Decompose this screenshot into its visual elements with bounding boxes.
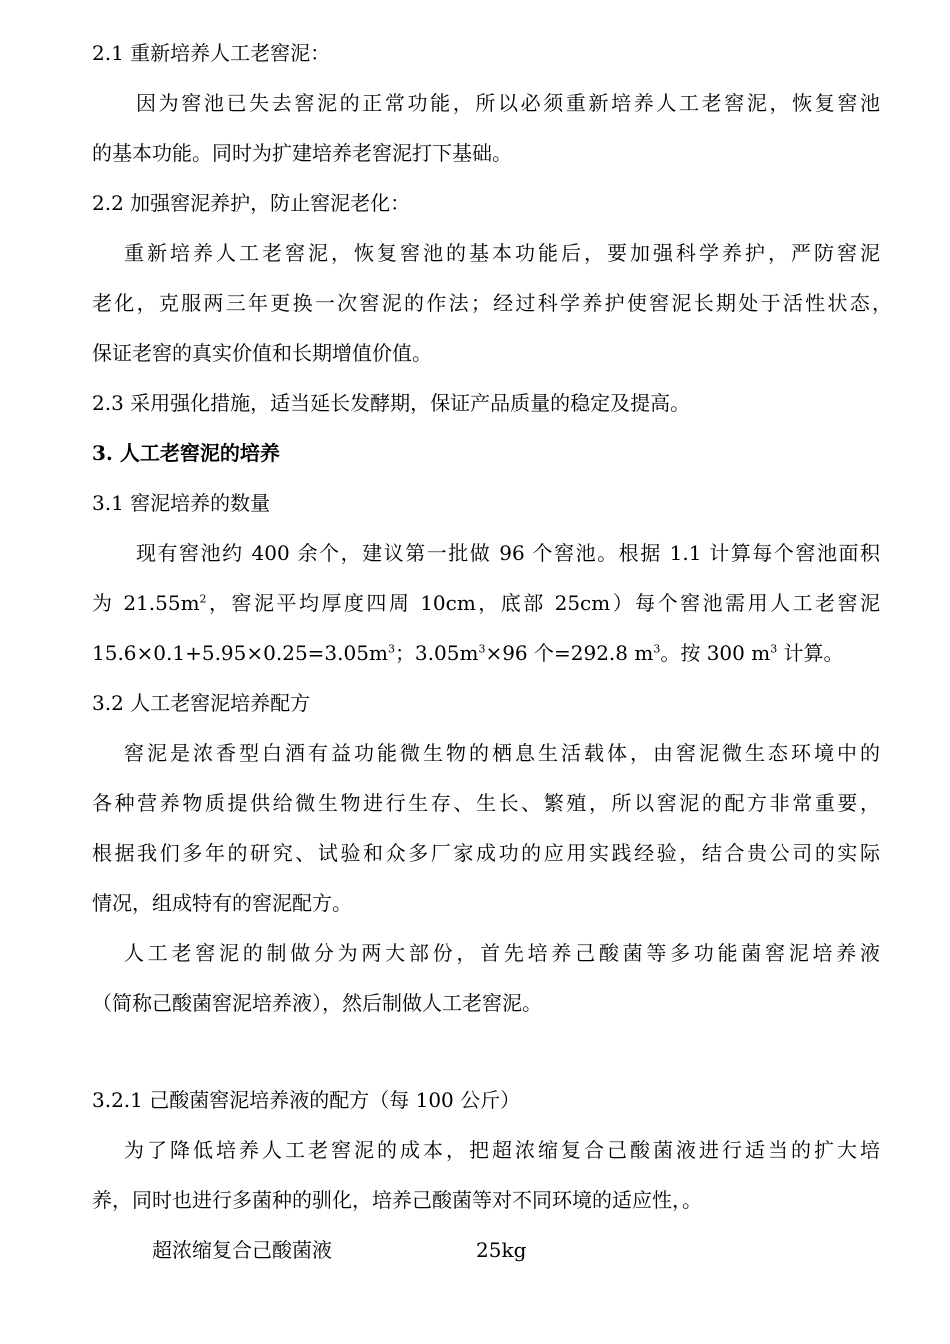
section-2-2-para-line-1: 重新培养人工老窖泥，恢复窖池的基本功能后，要加强科学养护，严防窖泥 — [124, 241, 880, 265]
section-3-2-1-para-line-2: 养，同时也进行多菌种的驯化，培养己酸菌等对不同环境的适应性，。 — [92, 1188, 702, 1212]
superscript: 3 — [478, 642, 486, 656]
superscript: 3 — [387, 642, 395, 656]
section-2-2-heading: 2.2 加强窖泥养护，防止窖泥老化： — [92, 191, 411, 215]
section-3-2-heading: 3.2 人工老窖泥培养配方 — [92, 691, 311, 715]
section-3-2-para-2-line-1: 人工老窖泥的制做分为两大部份，首先培养己酸菌等多功能菌窖泥培养液 — [124, 941, 880, 965]
section-2-1-heading: 2.1 重新培养人工老窖泥： — [92, 41, 331, 65]
formula-text: 。按 300 m — [660, 641, 771, 665]
area-value: 为 21.55m — [92, 591, 200, 615]
ingredient-amount: 25kg — [476, 1238, 527, 1262]
thickness-text: ，窖泥平均厚度四周 10cm，底部 25cm）每个窖池需用人工老窖泥 — [206, 591, 880, 615]
section-3-2-para-1-line-4: 情况，组成特有的窖泥配方。 — [92, 891, 352, 915]
ingredient-name: 超浓缩复合己酸菌液 — [152, 1238, 332, 1262]
formula-text: 计算。 — [777, 641, 844, 665]
section-2-2-para-line-3: 保证老窖的真实价值和长期增值价值。 — [92, 341, 432, 365]
section-3-2-para-2-line-2: （简称己酸菌窖泥培养液），然后制做人工老窖泥。 — [92, 991, 542, 1015]
section-3-2-1-para-line-1: 为了降低培养人工老窖泥的成本，把超浓缩复合己酸菌液进行适当的扩大培 — [124, 1138, 880, 1162]
formula-text: ×96 个=292.8 m — [485, 641, 654, 665]
section-2-3-heading: 2.3 采用强化措施，适当延长发酵期，保证产品质量的稳定及提高。 — [92, 391, 691, 415]
superscript: 3 — [653, 642, 661, 656]
superscript: 3 — [770, 642, 778, 656]
formula-text: 15.6×0.1+5.95×0.25=3.05m — [92, 641, 388, 665]
section-2-2-para-line-2: 老化，克服两三年更换一次窖泥的作法；经过科学养护使窖泥长期处于活性状态， — [92, 291, 892, 315]
section-3-2-para-1-line-2: 各种营养物质提供给微生物进行生存、生长、繁殖，所以窖泥的配方非常重要， — [92, 791, 880, 815]
section-2-1-para-line-2: 的基本功能。同时为扩建培养老窖泥打下基础。 — [92, 141, 512, 165]
section-3-1-para-line-3 — [92, 639, 892, 667]
section-3-1-para-line-2 — [92, 589, 880, 617]
formula-text: ；3.05m — [394, 641, 479, 665]
section-3-2-1-heading: 3.2.1 己酸菌窖泥培养液的配方（每 100 公斤） — [92, 1088, 521, 1112]
superscript: 2 — [199, 592, 207, 606]
section-3-2-para-1-line-3: 根据我们多年的研究、试验和众多厂家成功的应用实践经验，结合贵公司的实际 — [92, 841, 880, 865]
section-3-2-para-1-line-1: 窖泥是浓香型白酒有益功能微生物的栖息生活载体，由窖泥微生态环境中的 — [124, 741, 880, 765]
section-3-1-heading: 3.1 窖泥培养的数量 — [92, 491, 271, 515]
section-2-1-para-line-1: 因为窖池已失去窖泥的正常功能，所以必须重新培养人工老窖泥，恢复窖池 — [136, 91, 880, 115]
section-3-heading: 3. 人工老窖泥的培养 — [92, 441, 280, 465]
section-3-1-para-line-1: 现有窖池约 400 余个，建议第一批做 96 个窖池。根据 1.1 计算每个窖池面积 — [136, 541, 880, 565]
